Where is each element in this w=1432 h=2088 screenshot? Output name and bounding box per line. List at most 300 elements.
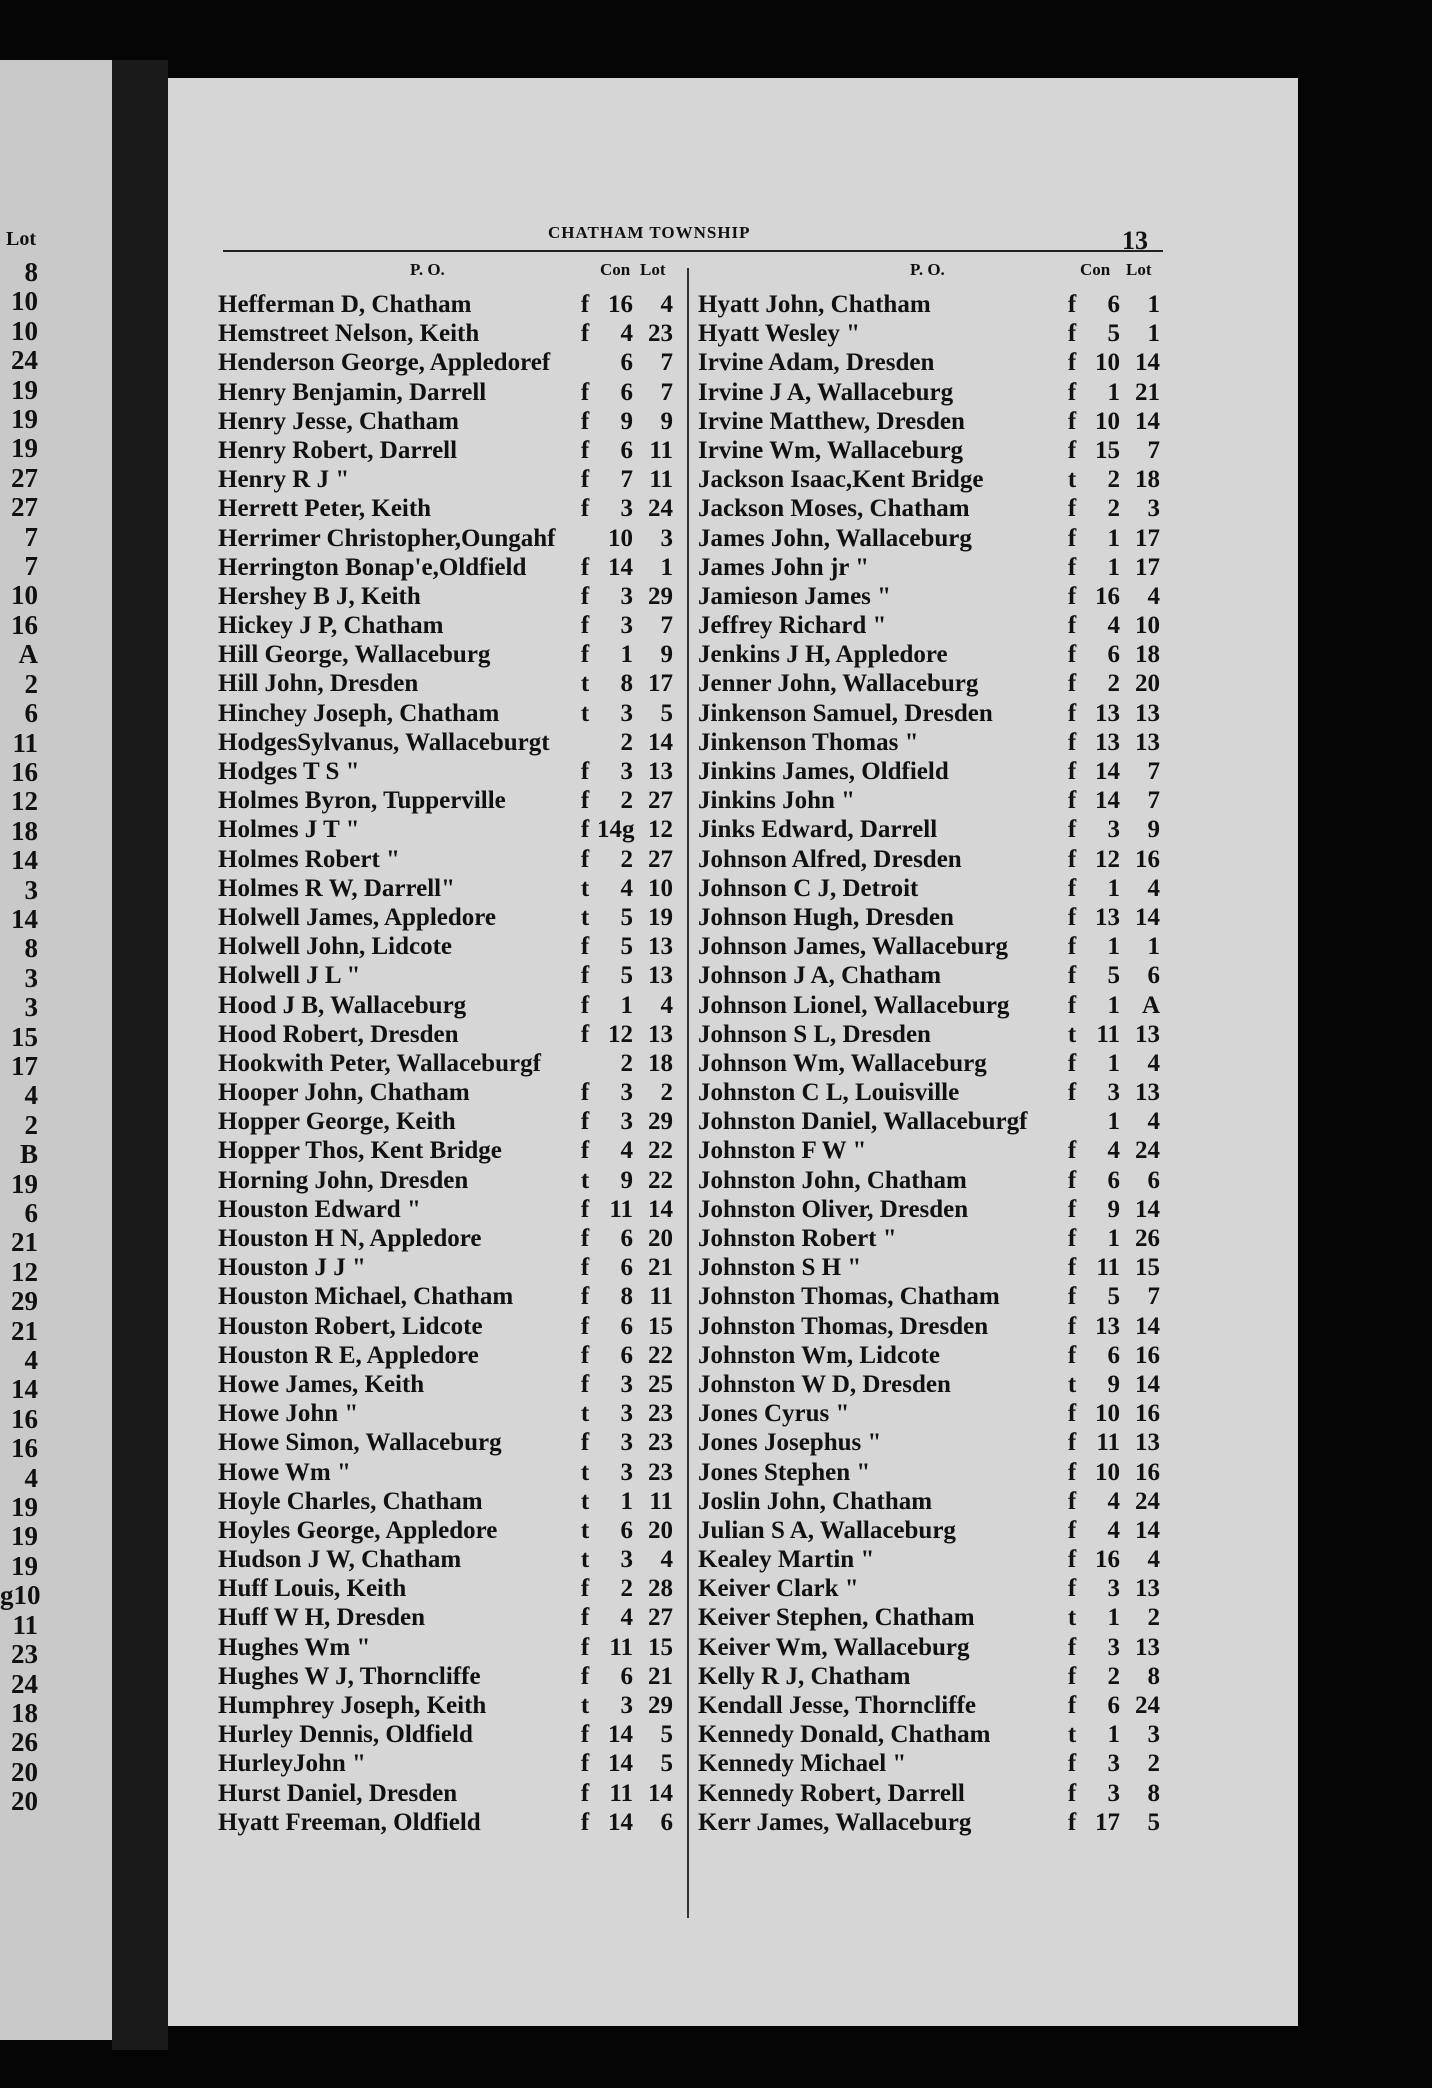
entry-lot: 13 xyxy=(648,962,673,990)
entry-lot: 5 xyxy=(1147,1808,1160,1836)
entry-name: Johnson J A, Chatham xyxy=(698,962,942,990)
left-page-lot-value: 21 xyxy=(11,1227,38,1258)
entry-name: Keiver Clark " xyxy=(698,1575,859,1603)
entry-tenure: f xyxy=(1067,1312,1077,1340)
entry-concession: 9 xyxy=(1107,1370,1120,1398)
entry-concession: 3 xyxy=(620,1458,633,1486)
entry-name: Johnson S L, Dresden xyxy=(698,1020,931,1048)
entry-concession: 3 xyxy=(620,1370,633,1398)
entry-tenure: f xyxy=(1067,1692,1077,1719)
left-page-lot-value: 18 xyxy=(11,815,38,846)
entry-concession: 13 xyxy=(1095,728,1120,756)
entry-name: Hyatt John, Chatham xyxy=(698,291,931,318)
left-con-header: Con xyxy=(600,260,631,279)
entry-concession: 1 xyxy=(620,1487,633,1515)
directory-entry xyxy=(218,961,673,990)
entry-tenure: f xyxy=(580,1312,590,1340)
entry-lot: 14 xyxy=(1135,349,1160,377)
entry-name: Hood J B, Wallaceburg xyxy=(218,991,467,1019)
entry-concession: 2 xyxy=(620,728,633,756)
entry-concession: 2 xyxy=(620,845,633,873)
directory-entry xyxy=(218,1516,673,1545)
entry-concession: 16 xyxy=(1095,1546,1120,1574)
entry-name: Hughes W J, Thorncliffe xyxy=(218,1662,481,1690)
left-page-lot-value: g10 xyxy=(0,1580,41,1611)
entry-tenure: t xyxy=(580,1166,590,1194)
entry-tenure: f xyxy=(1067,436,1077,464)
directory-entry xyxy=(698,582,1160,611)
entry-lot: 22 xyxy=(648,1341,673,1369)
entry-tenure: f xyxy=(580,1341,590,1369)
entry-lot: 16 xyxy=(1135,1458,1160,1486)
entry-tenure: f xyxy=(1067,991,1077,1019)
entry-tenure: f xyxy=(1067,320,1077,348)
entry-name: Julian S A, Wallaceburg xyxy=(698,1516,956,1544)
directory-entry xyxy=(698,1574,1160,1603)
entry-name: James John jr " xyxy=(698,553,870,581)
entry-lot: 1 xyxy=(1147,291,1160,318)
entry-lot: 26 xyxy=(1135,1225,1160,1252)
directory-entry xyxy=(698,1195,1160,1224)
directory-entry xyxy=(698,786,1160,815)
entry-name: Houston H N, Appledore xyxy=(218,1225,482,1252)
entry-concession: 15 xyxy=(1095,436,1120,464)
entry-name: Jones Stephen " xyxy=(698,1458,871,1486)
entry-concession: 11 xyxy=(609,1779,633,1807)
entry-tenure: f xyxy=(580,1633,590,1661)
entry-concession: 6 xyxy=(620,1312,633,1340)
entry-lot: 18 xyxy=(1135,466,1160,494)
entry-name: Holmes Byron, Tupperville xyxy=(218,787,506,815)
entry-concession: 11 xyxy=(609,1633,633,1661)
entry-concession: 17 xyxy=(1095,1808,1120,1836)
right-po-header: P. O. xyxy=(910,260,945,279)
entry-tenure: f xyxy=(580,962,590,990)
entry-lot: 17 xyxy=(648,670,673,698)
entry-tenure: f xyxy=(1067,1137,1077,1165)
entry-concession: 1 xyxy=(1107,524,1120,552)
directory-entry xyxy=(698,1808,1160,1837)
entry-lot: 1 xyxy=(660,553,673,581)
entry-tenure: f xyxy=(1067,641,1077,669)
entry-tenure: f xyxy=(580,1429,590,1457)
entry-lot: 17 xyxy=(1135,553,1160,581)
entry-lot: 24 xyxy=(1135,1137,1160,1165)
entry-lot: 3 xyxy=(1147,1721,1160,1749)
directory-entry xyxy=(698,815,1160,844)
entry-tenure: f xyxy=(580,466,590,494)
entry-concession: 1 xyxy=(620,641,633,669)
entry-name: Henderson George, Appledoref xyxy=(218,349,551,377)
entry-lot: 5 xyxy=(660,699,673,727)
entry-name: Hopper George, Keith xyxy=(218,1108,456,1136)
entry-lot: 4 xyxy=(1147,874,1160,902)
entry-concession: 6 xyxy=(1107,641,1120,669)
entry-tenure: f xyxy=(1067,758,1077,785)
entry-lot: 16 xyxy=(1135,845,1160,873)
entry-lot: 20 xyxy=(1135,670,1160,698)
left-page-lot-value: 7 xyxy=(24,521,38,552)
left-page-lot-value: 15 xyxy=(11,1021,38,1052)
entry-concession: 10 xyxy=(1095,1400,1120,1428)
directory-entry xyxy=(218,1720,673,1749)
entry-lot: 13 xyxy=(1135,1575,1160,1603)
entry-lot: 4 xyxy=(1147,1546,1160,1574)
entry-concession: 11 xyxy=(1096,1429,1120,1457)
entry-lot: 16 xyxy=(1135,1341,1160,1369)
entry-name: Johnston Robert " xyxy=(698,1225,897,1252)
entry-lot: 22 xyxy=(648,1166,673,1194)
entry-tenure: f xyxy=(580,1195,590,1223)
left-page-lot-value: B xyxy=(19,1139,38,1170)
entry-tenure: t xyxy=(1067,466,1077,494)
entry-name: Hodges T S " xyxy=(218,758,360,785)
left-page-lot-value: 4 xyxy=(24,1345,38,1376)
entry-name: Hyatt Wesley " xyxy=(698,320,861,348)
left-page-lot-value: 26 xyxy=(11,1727,38,1758)
entry-tenure: f xyxy=(1067,1400,1077,1428)
entry-name: Jinkins James, Oldfield xyxy=(698,758,949,785)
directory-entry xyxy=(698,611,1160,640)
left-page-lot-value: 10 xyxy=(11,315,38,346)
entry-concession: 6 xyxy=(620,1254,633,1282)
entry-concession: 2 xyxy=(1107,1662,1120,1690)
entry-concession: 10 xyxy=(1095,349,1120,377)
directory-entry xyxy=(218,669,673,698)
entry-tenure: f xyxy=(580,291,590,318)
entry-name: Kennedy Robert, Darrell xyxy=(698,1779,965,1807)
entry-name: Hurley Dennis, Oldfield xyxy=(218,1721,473,1749)
entry-concession: 3 xyxy=(620,1546,633,1574)
entry-lot: 24 xyxy=(1135,1692,1160,1719)
entry-lot: 11 xyxy=(649,1283,673,1311)
left-page-lot-value: 14 xyxy=(11,1374,38,1405)
entry-concession: 4 xyxy=(1107,612,1120,640)
entry-lot: 4 xyxy=(660,991,673,1019)
entry-name: Johnson C J, Detroit xyxy=(698,874,919,902)
entry-lot: 13 xyxy=(1135,1429,1160,1457)
left-page-lot-value: 4 xyxy=(24,1462,38,1493)
entry-name: Hill John, Dresden xyxy=(218,670,419,698)
entry-concession: 1 xyxy=(1107,1049,1120,1077)
directory-entry xyxy=(698,1312,1160,1341)
entry-name: Jenner John, Wallaceburg xyxy=(698,670,979,698)
directory-entry xyxy=(218,728,673,757)
entry-name: Johnston F W " xyxy=(698,1137,867,1165)
entry-name: Hefferman D, Chatham xyxy=(218,291,472,318)
directory-entry xyxy=(698,465,1160,494)
entry-tenure xyxy=(573,524,597,553)
entry-lot: 20 xyxy=(648,1225,673,1252)
entry-name: Hershey B J, Keith xyxy=(218,582,421,610)
entry-name: Irvine J A, Wallaceburg xyxy=(698,378,954,406)
entry-lot: 21 xyxy=(648,1254,673,1282)
entry-lot: 6 xyxy=(1147,1166,1160,1194)
entry-lot: 23 xyxy=(648,1429,673,1457)
entry-concession: 3 xyxy=(1107,1750,1120,1778)
entry-concession: 6 xyxy=(1107,1341,1120,1369)
entry-concession: 3 xyxy=(1107,816,1120,844)
entry-tenure: f xyxy=(1067,1750,1077,1778)
entry-lot: 10 xyxy=(1135,612,1160,640)
entry-name: Jackson Moses, Chatham xyxy=(698,495,970,523)
entry-name: Johnson James, Wallaceburg xyxy=(698,933,1008,961)
left-page-lot-value: 2 xyxy=(24,668,38,699)
entry-name: Johnston C L, Louisville xyxy=(698,1079,960,1107)
entry-tenure: f xyxy=(1067,1283,1077,1311)
left-page-lot-value: 7 xyxy=(24,551,38,582)
entry-name: Johnson Hugh, Dresden xyxy=(698,903,954,931)
entry-concession: 2 xyxy=(1107,495,1120,523)
entry-lot: 27 xyxy=(648,787,673,815)
directory-entry xyxy=(218,1428,673,1457)
entry-name: Hickey J P, Chatham xyxy=(218,612,444,640)
left-entries xyxy=(218,290,673,1837)
directory-entry xyxy=(698,1224,1160,1253)
entry-tenure: f xyxy=(1067,699,1077,727)
entry-lot: 13 xyxy=(1135,728,1160,756)
entry-concession: 9 xyxy=(620,407,633,435)
entry-lot: 8 xyxy=(1147,1779,1160,1807)
column-divider xyxy=(687,268,689,1918)
directory-entry xyxy=(698,961,1160,990)
entry-name: HurleyJohn " xyxy=(218,1750,366,1778)
entry-concession: 2 xyxy=(620,1575,633,1603)
entry-tenure: f xyxy=(580,1254,590,1282)
left-page-lot-value: 24 xyxy=(11,345,38,376)
left-page-lot-value: 19 xyxy=(11,1492,38,1523)
directory-entry xyxy=(698,290,1160,319)
entry-concession: 11 xyxy=(1096,1254,1120,1282)
entry-concession: 10 xyxy=(1095,407,1120,435)
entry-concession: 9 xyxy=(620,1166,633,1194)
directory-entry xyxy=(698,1720,1160,1749)
entry-lot: 21 xyxy=(1135,378,1160,406)
directory-entry xyxy=(698,407,1160,436)
entry-tenure: f xyxy=(1067,903,1077,931)
entry-lot: 14 xyxy=(648,1195,673,1223)
left-page-lot-value: 12 xyxy=(11,1256,38,1287)
entry-tenure: f xyxy=(1067,1808,1077,1836)
entry-lot: 27 xyxy=(648,1604,673,1632)
entry-concession: 1 xyxy=(1107,1721,1120,1749)
left-page-lot-value: 16 xyxy=(11,1433,38,1464)
entry-tenure: f xyxy=(580,1283,590,1311)
directory-entry xyxy=(218,1370,673,1399)
entry-tenure: f xyxy=(1067,378,1077,406)
entry-lot: 9 xyxy=(660,641,673,669)
left-page-lot-value: 14 xyxy=(11,903,38,934)
entry-tenure: f xyxy=(1067,845,1077,873)
entry-name: Johnson Alfred, Dresden xyxy=(698,845,962,873)
directory-entry xyxy=(698,1049,1160,1078)
entry-concession: 3 xyxy=(620,758,633,785)
entry-lot: 7 xyxy=(1147,436,1160,464)
entry-name: Johnston Thomas, Dresden xyxy=(698,1312,989,1340)
entry-name: Jones Cyrus " xyxy=(698,1400,850,1428)
entry-lot: 13 xyxy=(648,1020,673,1048)
entry-lot: 10 xyxy=(648,874,673,902)
directory-entry xyxy=(698,1749,1160,1778)
directory-entry xyxy=(218,524,673,553)
directory-entry xyxy=(698,1078,1160,1107)
left-page-fragment xyxy=(0,60,112,2040)
entry-tenure: t xyxy=(1067,1604,1077,1632)
entry-name: Houston Robert, Lidcote xyxy=(218,1312,483,1340)
entry-tenure: f xyxy=(1067,962,1077,990)
entry-lot: 23 xyxy=(648,320,673,348)
entry-lot: 13 xyxy=(1135,1020,1160,1048)
directory-entry xyxy=(698,524,1160,553)
entry-tenure: t xyxy=(1067,1020,1077,1048)
entry-concession: 2 xyxy=(620,787,633,815)
entry-concession: 5 xyxy=(620,903,633,931)
entry-concession: 5 xyxy=(1107,320,1120,348)
entry-name: Keiver Wm, Wallaceburg xyxy=(698,1633,970,1661)
entry-name: Henry R J " xyxy=(218,466,350,494)
entry-lot: 5 xyxy=(660,1750,673,1778)
entry-name: Huff W H, Dresden xyxy=(218,1604,425,1632)
entry-name: Herrimer Christopher,Oungahf xyxy=(218,524,556,552)
left-page-lot-value: 6 xyxy=(24,698,38,729)
entry-concession: 6 xyxy=(1107,291,1120,318)
entry-tenure: f xyxy=(580,641,590,669)
directory-entry xyxy=(698,1545,1160,1574)
entry-concession: 1 xyxy=(1107,874,1120,902)
left-page-lot-value: 11 xyxy=(12,1609,38,1640)
directory-entry xyxy=(218,1049,673,1078)
entry-tenure: f xyxy=(1067,1458,1077,1486)
entry-lot: 11 xyxy=(649,436,673,464)
entry-lot: 13 xyxy=(648,758,673,785)
entry-tenure: f xyxy=(1067,407,1077,435)
entry-lot: 24 xyxy=(1135,1487,1160,1515)
directory-entry xyxy=(218,1603,673,1632)
left-page-lot-value: 4 xyxy=(24,1080,38,1111)
entry-concession: 3 xyxy=(620,1079,633,1107)
entry-name: Kennedy Donald, Chatham xyxy=(698,1721,991,1749)
entry-lot: 7 xyxy=(1147,787,1160,815)
entry-name: Houston Michael, Chatham xyxy=(218,1283,514,1311)
entry-tenure: f xyxy=(580,1137,590,1165)
entry-concession: 1 xyxy=(1107,1225,1120,1252)
entry-tenure: f xyxy=(580,787,590,815)
entry-tenure: f xyxy=(1067,582,1077,610)
directory-page xyxy=(168,78,1298,2026)
entry-lot: 23 xyxy=(648,1400,673,1428)
entry-lot: 12 xyxy=(648,816,673,844)
entry-tenure: f xyxy=(580,407,590,435)
left-page-lot-value: 10 xyxy=(11,580,38,611)
entry-name: Holwell John, Lidcote xyxy=(218,933,453,961)
entry-concession: 14g xyxy=(597,816,635,844)
entry-concession: 14 xyxy=(608,553,633,581)
directory-entry xyxy=(698,319,1160,348)
entry-tenure: f xyxy=(580,553,590,581)
left-page-lot-value: 18 xyxy=(11,1697,38,1728)
entry-tenure: f xyxy=(1067,495,1077,523)
entry-tenure: f xyxy=(1067,787,1077,815)
entry-name: Irvine Adam, Dresden xyxy=(698,349,935,377)
directory-entry xyxy=(218,699,673,728)
directory-entry xyxy=(218,1458,673,1487)
entry-lot: 18 xyxy=(648,1049,673,1077)
directory-entry xyxy=(698,903,1160,932)
directory-entry xyxy=(698,1516,1160,1545)
directory-entry xyxy=(698,1458,1160,1487)
entry-tenure: f xyxy=(1067,524,1077,552)
left-lot-header: Lot xyxy=(640,260,666,279)
entry-name: Jinkenson Thomas " xyxy=(698,728,919,756)
entry-concession: 14 xyxy=(608,1808,633,1836)
left-page-lot-value: 20 xyxy=(11,1756,38,1787)
directory-entry xyxy=(698,1370,1160,1399)
directory-entry xyxy=(698,932,1160,961)
left-page-lot-value: 19 xyxy=(11,1521,38,1552)
directory-entry xyxy=(218,1136,673,1165)
entry-lot: 7 xyxy=(1147,1283,1160,1311)
left-page-lot-value: 29 xyxy=(11,1286,38,1317)
entry-lot: 4 xyxy=(660,291,673,318)
entry-concession: 6 xyxy=(620,1225,633,1252)
entry-lot: 29 xyxy=(648,1692,673,1719)
directory-entry xyxy=(218,1779,673,1808)
entry-concession: 13 xyxy=(1095,699,1120,727)
entry-lot: 13 xyxy=(648,933,673,961)
directory-entry xyxy=(218,1282,673,1311)
entry-tenure: t xyxy=(580,874,590,902)
entry-lot: 1 xyxy=(1147,933,1160,961)
entry-lot: 27 xyxy=(648,845,673,873)
entry-concession: 9 xyxy=(1107,1195,1120,1223)
entry-concession: 8 xyxy=(620,1283,633,1311)
left-page-lot-value: 27 xyxy=(11,462,38,493)
entry-name: Hyatt Freeman, Oldfield xyxy=(218,1808,481,1836)
entry-name: HodgesSylvanus, Wallaceburgt xyxy=(218,728,550,756)
directory-entry xyxy=(218,290,673,319)
left-page-lot-value: 3 xyxy=(24,992,38,1023)
entry-lot: 16 xyxy=(1135,1400,1160,1428)
entry-name: Kennedy Michael " xyxy=(698,1750,907,1778)
entry-name: Houston R E, Appledore xyxy=(218,1341,479,1369)
directory-entry xyxy=(698,669,1160,698)
entry-concession: 14 xyxy=(1095,787,1120,815)
entry-lot: 15 xyxy=(648,1312,673,1340)
left-page-lot-value: 16 xyxy=(11,609,38,640)
entry-lot: 13 xyxy=(1135,1079,1160,1107)
entry-concession: 14 xyxy=(608,1750,633,1778)
entry-lot: 14 xyxy=(1135,1516,1160,1544)
directory-entry xyxy=(698,757,1160,786)
entry-lot: 17 xyxy=(1135,524,1160,552)
entry-lot: 19 xyxy=(648,903,673,931)
entry-lot: 7 xyxy=(660,378,673,406)
entry-tenure: t xyxy=(580,1458,590,1486)
left-page-lot-value: 14 xyxy=(11,845,38,876)
entry-tenure: t xyxy=(580,1487,590,1515)
directory-entry xyxy=(698,1428,1160,1457)
directory-entry xyxy=(698,436,1160,465)
entry-concession: 1 xyxy=(1107,1604,1120,1632)
entry-concession: 13 xyxy=(1095,1312,1120,1340)
entry-tenure: f xyxy=(1067,1225,1077,1252)
entry-name: Kerr James, Wallaceburg xyxy=(698,1808,972,1836)
directory-entry xyxy=(218,1312,673,1341)
directory-entry xyxy=(698,1779,1160,1808)
entry-name: Johnston W D, Dresden xyxy=(698,1370,951,1398)
entry-concession: 10 xyxy=(608,524,633,552)
header-rule xyxy=(223,250,1163,252)
